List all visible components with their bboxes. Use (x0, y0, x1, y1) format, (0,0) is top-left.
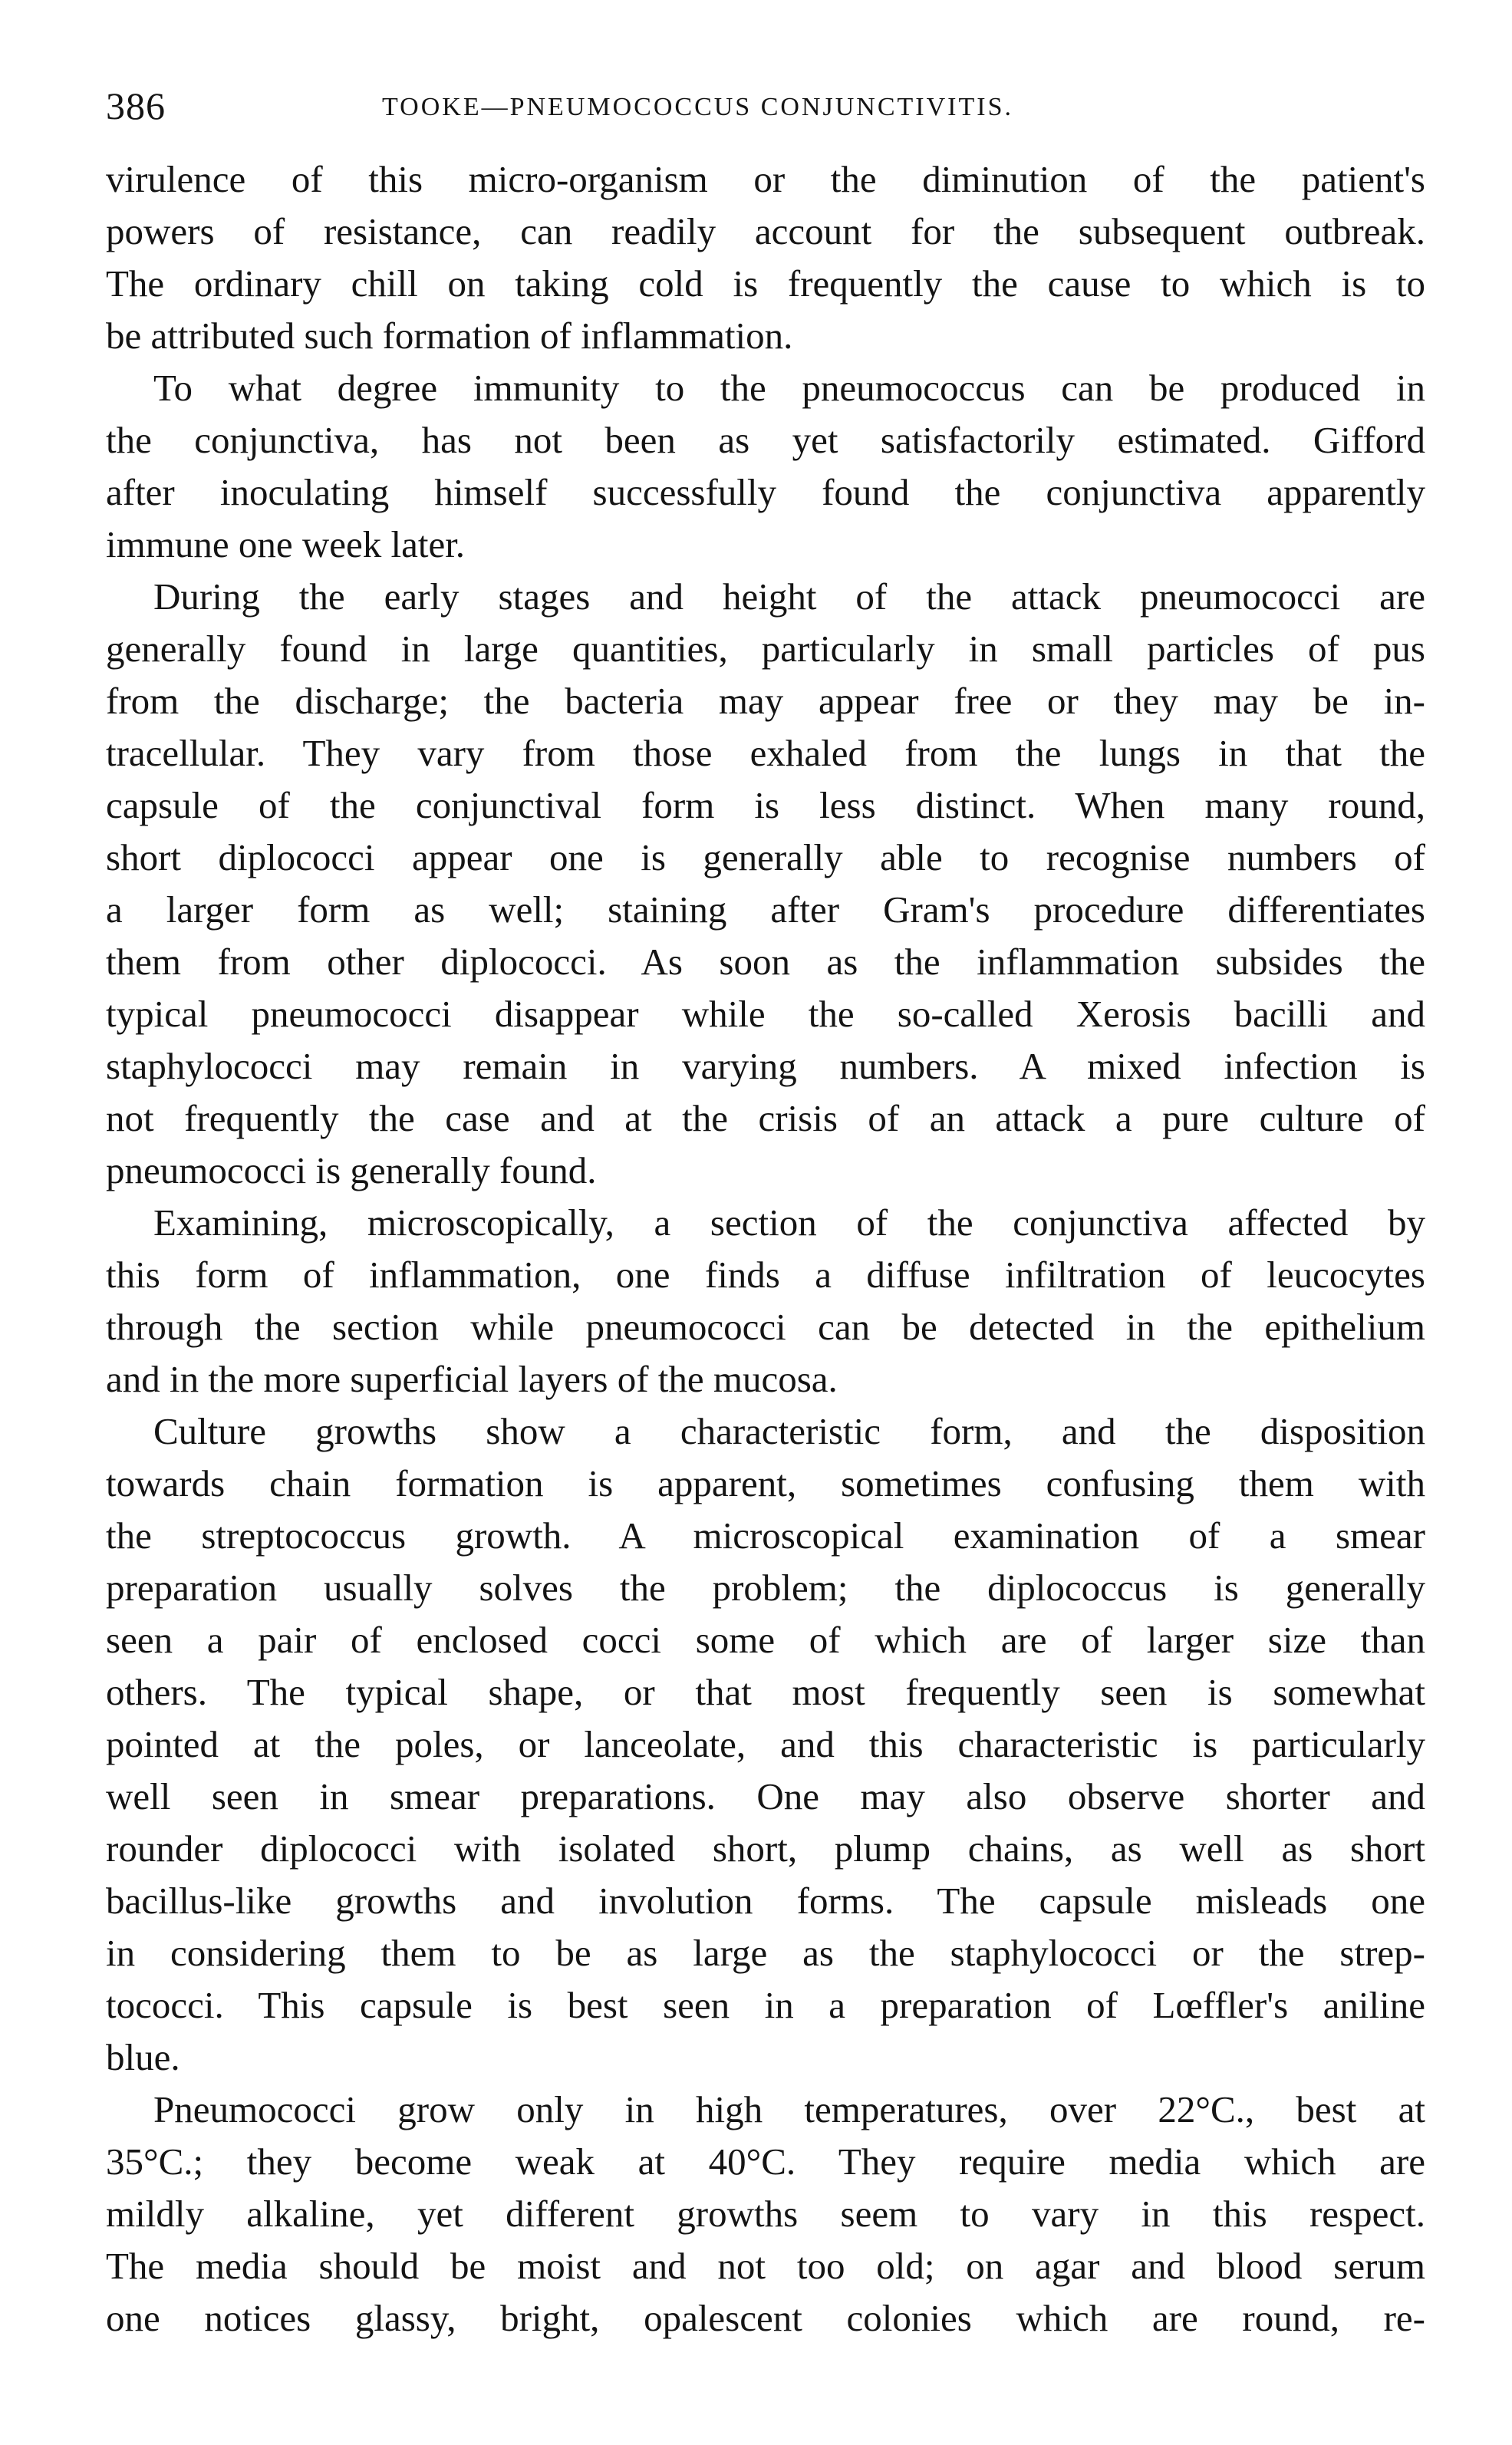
text-line: tococci. This capsule is best seen in a preparation of Lœffler's aniline (106, 1984, 1425, 2026)
text-line: after inoculating himself successfully found the conjunctiva apparently (106, 471, 1425, 513)
paragraph-3 (106, 571, 1425, 1197)
text-line: generally found in large quantities, particularly in small particles of pus (106, 628, 1425, 670)
text-line: be attributed such formation of inflammation. (106, 315, 793, 357)
text-line: Culture growths show a characteristic form, and the disposition (153, 1410, 1425, 1452)
running-head (106, 83, 1425, 137)
text-line: tracellular. They vary from those exhaled from the lungs in that the (106, 732, 1425, 774)
text-line: one notices glassy, bright, opalescent colonies which are round, re- (106, 2297, 1425, 2339)
text-line: immune one week later. (106, 523, 466, 565)
text-line: through the section while pneumococci can be detected in the epithelium (106, 1306, 1425, 1348)
text-line: pointed at the poles, or lanceolate, and this characteristic is particularly (106, 1723, 1425, 1765)
text-line: capsule of the conjunctival form is less distinct. When many round, (106, 784, 1425, 826)
text-line: this form of inflammation, one finds a diffuse infiltration of leucocytes (106, 1254, 1425, 1296)
text-line: the streptococcus growth. A microscopical examination of a smear (106, 1514, 1425, 1557)
running-title: TOOKE—PNEUMOCOCCUS CONJUNCTIVITIS. (382, 93, 1013, 121)
text-line: powers of resistance, can readily account for the subsequent outbreak. (106, 210, 1425, 252)
paragraph-2 (106, 362, 1425, 571)
text-line: the conjunctiva, has not been as yet satisfactorily estimated. Gifford (106, 419, 1425, 461)
paragraph-5 (106, 1405, 1425, 2084)
text-line: short diplococci appear one is generally able to recognise numbers of (106, 836, 1425, 878)
text-line: virulence of this micro-organism or the diminution of the patient's (106, 158, 1425, 200)
text-line: preparation usually solves the problem; the diplococcus is generally (106, 1567, 1425, 1609)
text-line: towards chain formation is apparent, sometimes confusing them with (106, 1462, 1425, 1504)
text-line: from the discharge; the bacteria may appear free or they may be in- (106, 680, 1425, 722)
paragraph-1 (106, 153, 1425, 362)
text-line: staphylococci may remain in varying numbers. A mixed infection is (106, 1045, 1425, 1087)
text-line: 35°C.; they become weak at 40°C. They require media which are (106, 2140, 1425, 2183)
page-number: 386 (106, 84, 166, 127)
paragraph-4 (106, 1197, 1425, 1405)
text-line: and in the more superficial layers of the mucosa. (106, 1358, 838, 1400)
text-line: not frequently the case and at the crisis of an attack a pure culture of (106, 1097, 1425, 1139)
text-line: them from other diplococci. As soon as the inflammation subsides the (106, 941, 1425, 983)
text-line: pneumococci is generally found. (106, 1149, 597, 1191)
text-line: The media should be moist and not too old; on agar and blood serum (106, 2245, 1425, 2287)
text-line: seen a pair of enclosed cocci some of which are of larger size than (106, 1619, 1425, 1661)
text-line: in considering them to be as large as the staphylococci or the strep- (106, 1932, 1425, 1974)
text-line: bacillus-like growths and involution forms. The capsule misleads one (106, 1880, 1425, 1922)
text-line: typical pneumococci disappear while the so-called Xerosis bacilli and (106, 993, 1425, 1035)
body-text (106, 153, 1425, 2344)
text-line: To what degree immunity to the pneumococcus can be produced in (153, 367, 1425, 409)
paragraph-6 (106, 2084, 1425, 2344)
text-line: The ordinary chill on taking cold is frequently the cause to which is to (106, 262, 1425, 305)
text-line: Examining, microscopically, a section of the conjunctiva affected by (153, 1201, 1425, 1244)
text-line: a larger form as well; staining after Gram's procedure differentiates (106, 888, 1425, 931)
text-line: well seen in smear preparations. One may also observe shorter and (106, 1775, 1425, 1817)
text-line: During the early stages and height of the attack pneumococci are (153, 575, 1425, 618)
text-line: blue. (106, 2036, 180, 2078)
text-line: others. The typical shape, or that most frequently seen is somewhat (106, 1671, 1425, 1713)
text-line: Pneumococci grow only in high temperatures, over 22°C., best at (153, 2088, 1425, 2130)
text-line: rounder diplococci with isolated short, plump chains, as well as short (106, 1827, 1425, 1870)
text-line: mildly alkaline, yet different growths seem to vary in this respect. (106, 2193, 1425, 2235)
